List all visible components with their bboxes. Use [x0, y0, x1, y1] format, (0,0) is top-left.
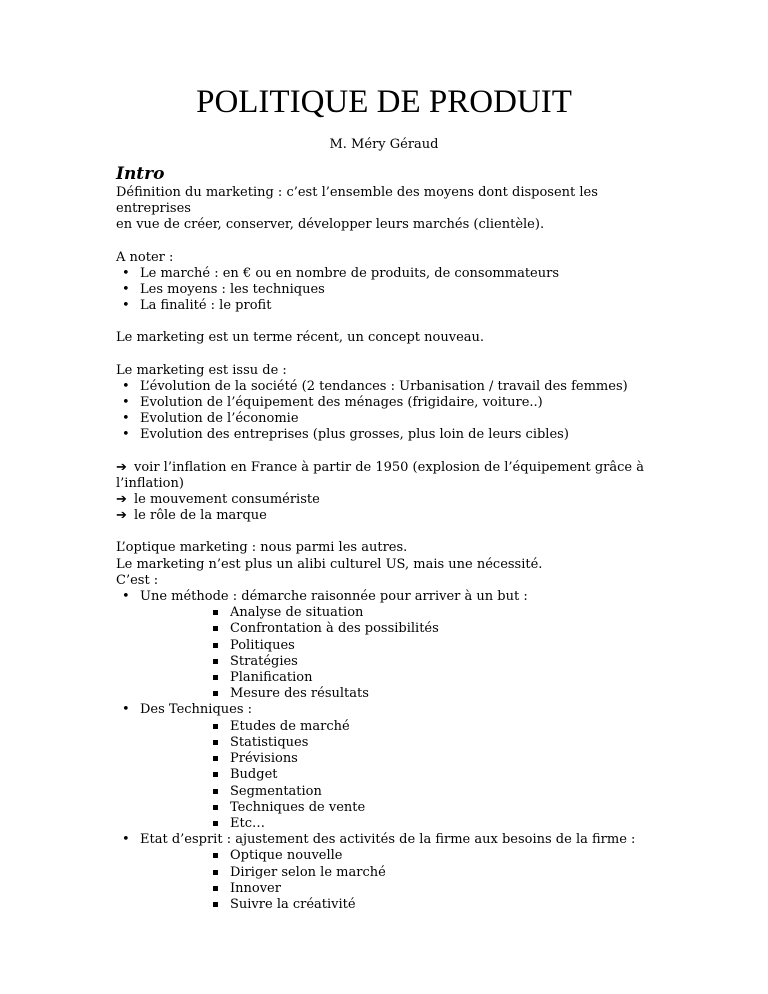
definition-line: en vue de créer, conserver, développer leurs marchés (clientèle). — [116, 217, 545, 233]
list-item: • Etat d’esprit : ajustement des activités de la firme aux besoins de la firme : — [116, 832, 676, 848]
arrow-line: ➔ le rôle de la marque — [116, 508, 267, 524]
list-item: • Le marché : en € ou en nombre de produits, de consommateurs — [116, 266, 676, 282]
arrow-line: ➔ le mouvement consumériste — [116, 492, 320, 508]
sub-list-item: Techniques de vente — [116, 800, 676, 816]
sub-list-item: Prévisions — [116, 751, 676, 767]
list-item: • Des Techniques : — [116, 702, 676, 718]
sub-list-item: Etudes de marché — [116, 719, 676, 735]
issu-label: Le marketing est issu de : — [116, 362, 287, 378]
document-body — [116, 185, 676, 913]
optique-line: C’est : — [116, 572, 159, 588]
optique-line: L’optique marketing : nous parmi les autres. — [116, 540, 408, 556]
list-item: • La finalité : le profit — [116, 298, 676, 314]
arrow-line-continued: l’inflation) — [116, 475, 184, 491]
sub-list-item: Etc… — [116, 816, 676, 832]
sub-list-item: Statistiques — [116, 735, 676, 751]
list-item: • Evolution des entreprises (plus grosses, plus loin de leurs cibles) — [116, 427, 676, 443]
sub-list-item: Stratégies — [116, 654, 676, 670]
author-line: M. Méry Géraud — [329, 137, 439, 152]
arrow-icon: ➔ — [116, 459, 127, 475]
section-heading: Intro — [116, 164, 165, 184]
arrow-icon: ➔ — [116, 508, 127, 524]
list-item: • Les moyens : les techniques — [116, 282, 676, 298]
list-item: • L’évolution de la société (2 tendances : Urbanisation / travail des femmes) — [116, 379, 676, 395]
sub-list-item: Budget — [116, 767, 676, 783]
sub-list-item: Politiques — [116, 638, 676, 654]
arrow-icon: ➔ — [116, 492, 127, 508]
document-title: POLITIQUE DE PRODUIT — [196, 84, 572, 120]
a-noter-label: A noter : — [116, 249, 174, 265]
sub-list-item: Suivre la créativité — [116, 897, 676, 913]
sub-list-item: Segmentation — [116, 784, 676, 800]
sub-list-item: Confrontation à des possibilités — [116, 621, 676, 637]
definition-line: Définition du marketing : c’est l’ensemble des moyens dont disposent les entreprises — [116, 185, 598, 217]
recent-sentence: Le marketing est un terme récent, un concept nouveau. — [116, 330, 485, 346]
arrow-line: ➔ voir l’inflation en France à partir de 1950 (explosion de l’équipement grâce à — [116, 459, 645, 475]
optique-line: Le marketing n’est plus un alibi culturel US, mais une nécessité. — [116, 556, 543, 572]
sub-list-item: Analyse de situation — [116, 605, 676, 621]
list-item: • Evolution de l’équipement des ménages (frigidaire, voiture..) — [116, 395, 676, 411]
sub-list-item: Optique nouvelle — [116, 848, 676, 864]
sub-list-item: Innover — [116, 881, 676, 897]
sub-list-item: Mesure des résultats — [116, 686, 676, 702]
list-item: • Evolution de l’économie — [116, 411, 676, 427]
sub-list-item: Planification — [116, 670, 676, 686]
sub-list-item: Diriger selon le marché — [116, 865, 676, 881]
list-item: • Une méthode : démarche raisonnée pour arriver à un but : — [116, 589, 676, 605]
